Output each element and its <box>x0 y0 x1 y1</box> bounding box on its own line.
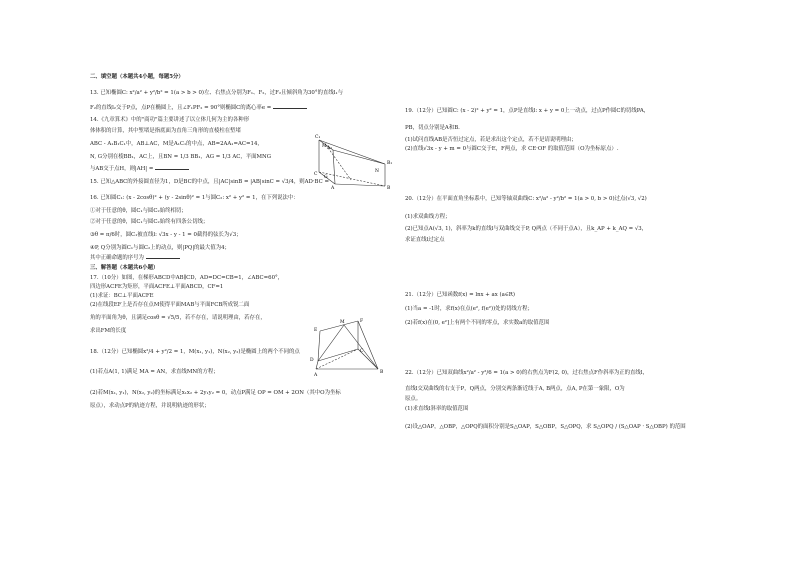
label-m2: M <box>340 320 345 325</box>
answer-blank <box>273 108 307 109</box>
q14-line5: 与AB交于点H，则|AH| = <box>90 166 390 173</box>
answer-blank <box>155 169 189 170</box>
label-c1: C₁ <box>315 135 321 140</box>
q20-line3: (2)已知点A(√3, 1)，斜率为k的直线l与双曲线交于P, Q两点（不同于点A），且k_AP + k_AQ = √3， <box>405 225 648 232</box>
label-c: C <box>314 172 318 177</box>
q20-line1: 20.（12分）在平面直角坐标系中，已知等轴双曲线C: x²/a² - y²/b² = 1(a > 0, b > 0)过点(√3, √2) <box>405 196 647 202</box>
q20-line2: (1)求双曲线方程； <box>405 213 451 220</box>
label-a2: A <box>314 373 318 378</box>
label-b2: B <box>380 370 384 375</box>
label-a: A <box>331 186 335 190</box>
q20-line4: 求证直线l过定点 <box>405 237 445 244</box>
right-column <box>405 108 705 431</box>
q18-line3: (2)若M(x₁, y₁)，N(x₂, y₂)的坐标满足x₁x₂ + 2y₁y₂ = 0，动点P满足 OP = OM + 2ON（其中O为坐标 <box>90 390 341 396</box>
q16-option2: ②对于任意的θ，圆C₁与圆C₂始终有四条公切线； <box>90 219 209 226</box>
q18-line4: 原点），求动点P的轨迹方程，并说明轨迹的形状； <box>90 402 210 409</box>
q13-line2: F₂的直线l₂交于P点，点P在椭圆上，且∠F₁PF₂ = 90°则椭圆C的离心率e = <box>90 105 390 112</box>
label-c2: C <box>360 349 364 354</box>
q17-line4: (2)在线段EF上是否存在点M使得平面MAB与平面FCB所成锐二面 <box>90 302 250 309</box>
q17-line2: 四边形ACFE为矩形，平面ACFE⊥平面ABCD，CF=1 <box>90 283 224 290</box>
q16-line1: 16. 已知圆C₁: (x - 2cosθ)² + (y - 2sinθ)² = 1与圆C₂: x² + y² = 1，在下列说法中： <box>90 194 299 201</box>
q14-line3: ABC - A₁B₁C₁中，AB⊥AC，M是A₁C₁的中点，AB=2AA₁=AC=14， <box>90 140 263 147</box>
q22-line4: (1)求直线l斜率的取值范围 <box>405 405 469 412</box>
q22-line2: 直线l交双曲线的右支于P，Q两点，分别交两条渐近线于A, B两点，点A, P在第一象限，O为 <box>405 386 625 392</box>
q16-option3: ③θ = π/6时，圆C₁被直线l: √3x - y - 1 = 0截得的弦长为√3； <box>90 232 242 238</box>
q22-line1: 22.（12分）已知双曲线x²/a² - y²/6 = 1(a > 0)的右焦点为F(2, 0)，过右焦点F作斜率为正的直线l， <box>405 370 648 377</box>
q14-line4: N, G分别在棱BB₁，AC上，且BN = 1/3 BB₁，AG = 1/3 AC，平面MNG <box>90 153 272 160</box>
label-b: B <box>387 186 391 190</box>
q13-line1: 13. 已知椭圆C: x²/a² + y²/b² = 1(a > b > 0)左、右焦点分别为F₁、F₂，过F₂且倾斜角为30°的直线l₁与 <box>90 89 343 96</box>
q17-line5: 角的平面角为θ，且满足cosθ = √5/5，若不存在，请说明理由，若存在， <box>90 315 266 321</box>
q16-end: 其中正确命题的序号为 <box>90 255 390 262</box>
q15-line1: 15. 已知△ABC的外接圆直径为1，D是BC的中点，且|AC|sinB = |AB|sinC = √3/4，则AD·BC = <box>90 179 329 185</box>
q19-line2: PB，切点分别是A和B. <box>405 124 460 131</box>
q21-line2: (1)当a = -1时，求f(x)在点(e², f(e²))处的切线方程； <box>405 305 533 312</box>
q17-line1: 17.（10分）如图，在梯形ABCD中AB∥CD，AD=DC=CB=1，∠ABC=60°， <box>90 275 284 281</box>
q19-line4: (2)直线√3x - y + m = 0与圆C交于E，F两点，求 CE·OF 的取值范围（O为坐标原点）. <box>405 146 619 153</box>
q17-line6: 求出FM的长度 <box>90 327 127 334</box>
label-a1: A₁ <box>327 146 333 151</box>
q17-line3: (1)求证：BC⊥平面ACFE <box>90 292 154 299</box>
answer-blank <box>146 258 180 259</box>
q16-option4: ④P, Q分别为圆C₁与圆C₂上的动点，则|PQ|的最大值为4； <box>90 244 230 251</box>
q14-line2: 体体积的计算，其中堑堵是指底面为直角三角形的直棱柱在堑堵 <box>90 128 241 134</box>
q18-line1: 18.（12分）已知椭圆x²/4 + y²/2 = 1，M(x₁, y₁)，N(x₂, y₂)是椭圆上的两个不同的点 <box>90 348 300 355</box>
q16-option1: ①对于任意的θ，圆C₁与圆C₂始终相切； <box>90 207 187 214</box>
q21-line3: (2)若f(x)在(0, e²]上有两个不同的零点，求实数a的取值范围 <box>405 319 550 326</box>
q19-line3: (1)试问直线AB是否恒过定点，若是求出这个定点，若不是请说明理由； <box>405 136 577 143</box>
section-fill-heading: 二、填空题（本题共4小题，每题5分） <box>90 74 184 80</box>
trapezoid-figure <box>308 317 398 379</box>
label-b1: B₁ <box>387 161 393 166</box>
prism-figure <box>305 128 395 190</box>
label-f: F <box>360 319 364 324</box>
q18-line2: (1)若点A(1, 1)满足 MA = AN，求直线MN的方程； <box>90 369 219 376</box>
section-answer-heading: 三、解答题（本题共6小题） <box>90 265 159 272</box>
q14-line1: 14.《九章算术》中的"商功"篇主要讲述了以立体几何为主的各种形 <box>90 117 250 124</box>
label-e: E <box>314 328 318 333</box>
q22-line3: 原点。 <box>405 395 422 402</box>
label-m: M <box>322 144 327 149</box>
q22-line5: (2)设△OAP，△OBP，△OPQ的面积分别是S△OAP，S△OBP，S△OPQ，求 S△OPQ / (S△OAP · S△OBP) 的范围 <box>405 424 686 431</box>
label-g: G <box>324 175 328 180</box>
q21-line1: 21.（12分）已知函数f(x) = lnx + ax (a∈R) <box>405 292 515 298</box>
label-d: D <box>310 358 314 363</box>
label-n: N <box>375 169 379 174</box>
q19-line1: 19.（12分）已知圆C: (x - 2)² + y² = 1，点P是直线l: x + y = 0上一动点，过点P作圆C的切线PA， <box>405 108 650 114</box>
